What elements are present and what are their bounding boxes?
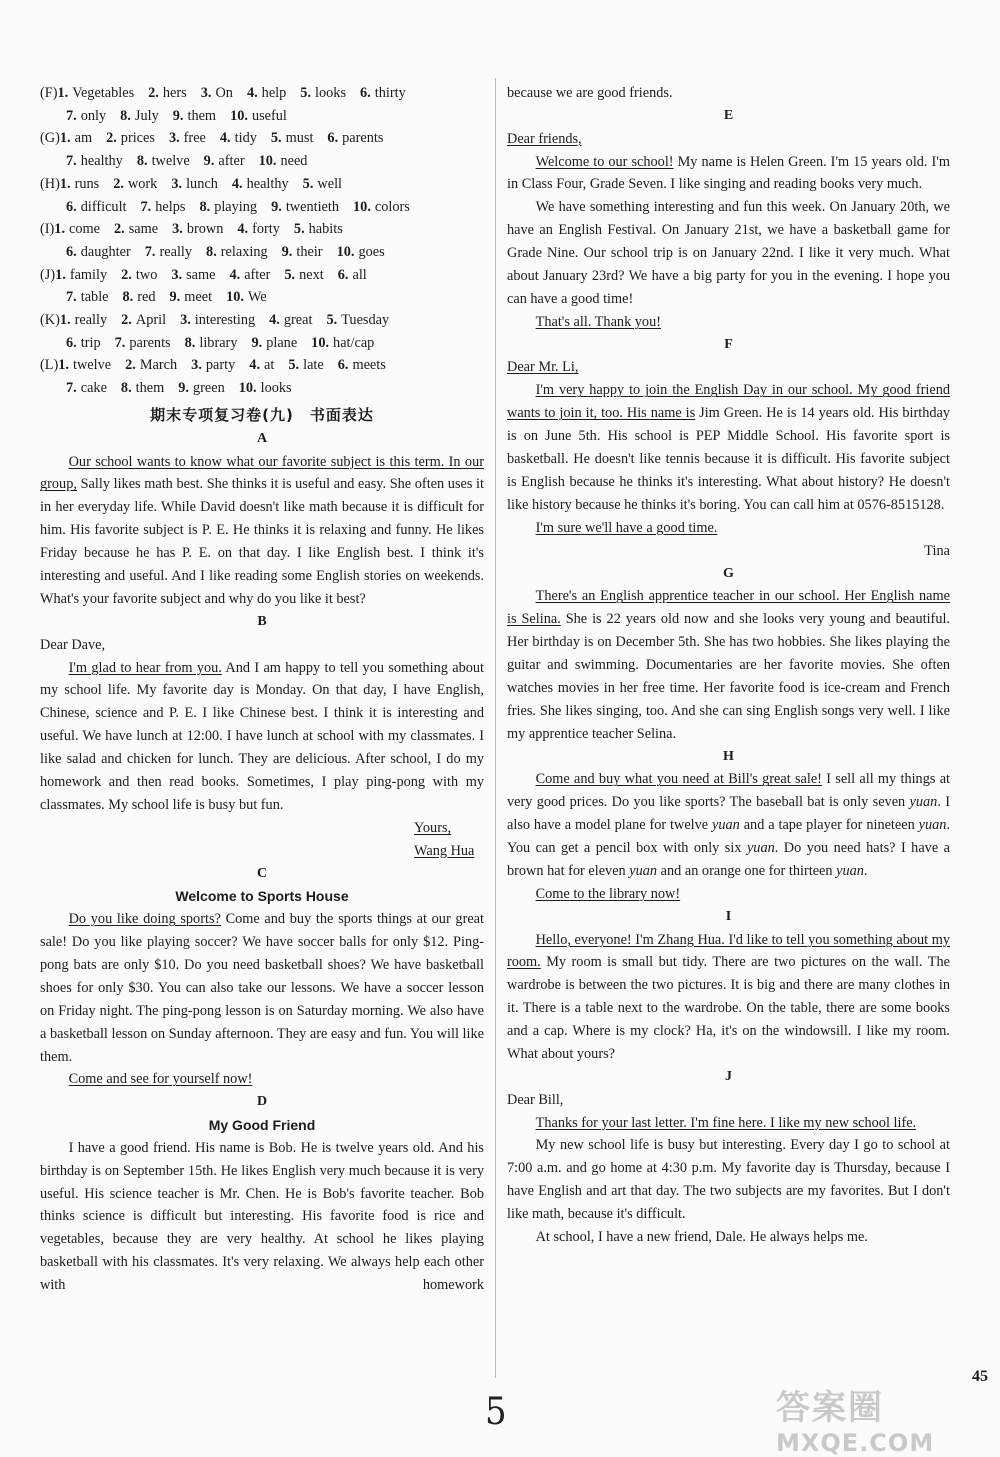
- answer-word: playing: [214, 198, 258, 215]
- answer-row: [40, 354, 484, 377]
- answer-item: [338, 267, 367, 283]
- answer-number: 10.: [226, 289, 244, 306]
- answer-word: parents: [342, 130, 384, 147]
- right-column: [507, 82, 950, 1249]
- answer-number: 2.: [148, 85, 159, 101]
- answer-group-label: (F): [40, 85, 58, 101]
- passage-f-body: I'm very happy to join the English Day in our school. My good friend wants to join it, too. His name is Jim Green. He is 14 years old. His birthday is on June 5th. His school is PEP Middle School. His favorite sport is basketball. He doesn't like tennis because it is difficult. His favorite subject is English because he thinks it's interesting. What about history? He doesn't like history because he thinks it's boring. You can call him at 0576-8515128.: [507, 382, 950, 513]
- answer-item: [269, 312, 312, 328]
- answer-word: free: [183, 130, 206, 147]
- answer-row: [40, 105, 484, 128]
- answer-row: [40, 241, 484, 264]
- answer-item: [60, 176, 99, 192]
- answer-word: them: [135, 380, 165, 397]
- answer-number: 10.: [258, 153, 277, 170]
- answer-item: [271, 199, 339, 215]
- answer-word: their: [296, 243, 323, 260]
- answer-item: [145, 244, 192, 260]
- answer-item: [360, 85, 406, 101]
- answer-word: same: [128, 221, 159, 238]
- answer-item: [115, 335, 171, 351]
- answer-item: [66, 335, 101, 351]
- answer-number: 3.: [168, 130, 180, 147]
- answer-word: runs: [74, 175, 100, 192]
- answer-word: two: [135, 266, 158, 283]
- answer-row: [40, 377, 484, 400]
- answer-number: 4.: [269, 312, 280, 329]
- answer-word: relaxing: [220, 243, 268, 260]
- answer-number: 4.: [246, 85, 258, 101]
- answer-number: 1.: [55, 266, 66, 283]
- watermark-logo: [776, 1380, 986, 1457]
- answer-number: 5.: [293, 221, 305, 238]
- answer-number: 9.: [169, 289, 181, 306]
- answer-word: meets: [352, 357, 386, 374]
- answer-number: 7.: [66, 380, 77, 397]
- passage-g-body: There's an English apprentice teacher in our school. Her English name is Selina. She is 22 years old now and she looks very young and beautiful. Her birthday is on December 5th. She has two hobbies. She likes playing the guitar and swimming. Documentaries are her favorite movies. She often watches movies in her free time. Her favorite food is ice-cream and French fries. She likes singing, too. And she can sing English songs very well. I like my apprentice teacher Selina.: [507, 588, 951, 742]
- answer-word: helps: [155, 198, 186, 215]
- answer-item: [201, 85, 233, 101]
- answer-item: [226, 289, 267, 305]
- page-number: 5: [485, 1390, 507, 1434]
- answer-item: [66, 108, 106, 124]
- answer-row: [40, 309, 484, 332]
- answer-word: work: [127, 175, 158, 192]
- answer-number: 2.: [121, 312, 132, 329]
- answer-word: healthy: [246, 175, 289, 192]
- answer-number: 8.: [120, 380, 132, 397]
- answer-item: [121, 380, 164, 396]
- answer-number: 10.: [311, 334, 330, 351]
- answer-group-label: (I): [40, 221, 55, 238]
- answer-word: only: [80, 107, 107, 124]
- passage-d-letter: D: [256, 1094, 268, 1110]
- answer-number: 8.: [206, 243, 217, 260]
- answer-word: red: [137, 289, 156, 306]
- answer-number: 10.: [353, 198, 371, 215]
- answer-number: 9.: [281, 243, 293, 260]
- answer-word: great: [283, 312, 313, 329]
- answer-item: [60, 312, 107, 328]
- passage-j-body: My new school life is busy but interesting. Every day I go to school at 7:00 a.m. and go home at 4:30 p.m. My favorite day is Thursday, because I have English and art that day. The two subjects are my favorites. But I don't like math, because it's difficult.: [507, 1137, 950, 1223]
- answer-item: [282, 244, 323, 260]
- answer-item: [121, 312, 166, 328]
- answer-item: [57, 85, 134, 101]
- section-title: 期末专项复习卷(九) 书面表达: [150, 405, 374, 424]
- passage-j-body-2: At school, I have a new friend, Dale. He always helps me.: [535, 1229, 868, 1246]
- answer-word: April: [135, 312, 167, 329]
- answer-number: 4.: [229, 266, 241, 283]
- answer-number: 2.: [106, 130, 117, 147]
- answer-item: [113, 176, 157, 192]
- answer-item: [284, 267, 323, 283]
- answer-word: need: [280, 153, 308, 170]
- answer-number: 6.: [66, 334, 77, 351]
- passage-j-greeting: Dear Bill,: [507, 1091, 564, 1108]
- answer-number: 3.: [171, 266, 183, 283]
- answer-item: [66, 153, 123, 169]
- answer-number: 6.: [66, 198, 77, 215]
- answer-number: 1.: [59, 312, 71, 329]
- answer-item: [170, 289, 213, 305]
- answer-item: [121, 267, 157, 283]
- answer-word: looks: [260, 380, 292, 397]
- answer-number: 6.: [66, 243, 77, 260]
- answer-item: [338, 357, 386, 373]
- closing: Yours,: [414, 819, 452, 836]
- answer-item: [311, 335, 374, 351]
- answer-item: [220, 130, 257, 146]
- answer-item: [169, 130, 206, 146]
- passage-j-intro: Thanks for your last letter. I'm fine here. I like my new school life.: [535, 1114, 917, 1131]
- passage-e-body: Welcome to our school! My name is Helen Green. I'm 15 years old. I'm in Class Four, Grade Seven. I like singing and reading books very much.: [507, 153, 950, 193]
- answer-group-label: (H): [40, 175, 60, 192]
- answer-item: [60, 130, 92, 146]
- answer-word: after: [244, 266, 271, 283]
- answer-number: 9.: [172, 107, 184, 124]
- passage-f-signature: Tina: [924, 542, 950, 559]
- answer-number: 7.: [140, 198, 152, 215]
- answer-item: [178, 380, 224, 396]
- answer-word: well: [317, 175, 343, 192]
- answer-word: interesting: [194, 312, 256, 329]
- answer-item: [125, 357, 177, 373]
- answer-word: difficult: [80, 198, 127, 215]
- answer-number: 8.: [122, 289, 134, 306]
- passage-h-end: Come to the library now!: [535, 885, 681, 902]
- answer-number: 2.: [125, 357, 136, 374]
- answer-word: really: [159, 243, 193, 260]
- answer-number: 1.: [57, 85, 69, 101]
- answer-number: 3.: [191, 357, 202, 374]
- answer-word: Tuesday: [341, 312, 390, 329]
- passage-d-title: My Good Friend: [208, 1117, 316, 1134]
- answer-word: next: [299, 266, 324, 283]
- passage-i-body: Hello, everyone! I'm Zhang Hua. I'd like to tell you something about my room. My room is small but tidy. There are two pictures on the wall. The wardrobe is between the two pictures. It is big and there are many clothes in it. There is a table next to the wardrobe. On the table, there are some books and a cap. Where is my clock? Ha, it's on the windowsill. I like my room. What about yours?: [507, 931, 950, 1063]
- answer-row: [40, 127, 484, 150]
- answer-number: 10.: [336, 243, 355, 260]
- passage-d-body: I have a good friend. His name is Bob. He is twelve years old. And his birthday is on September 15th. He likes English very much because it is very useful. His science teacher is Mr. Chen. He is Bob's favorite teacher. Bob thinks science is difficult but interesting. His favorite food is rice and vegetables, because they are very healthy. At school he likes playing basketball with his classmates. It's very relaxing. We always help each other with homework: [40, 1139, 484, 1294]
- answer-number: 3.: [180, 312, 191, 329]
- answer-row: [40, 332, 484, 355]
- answer-number: 10.: [230, 107, 248, 124]
- passage-j-letter: J: [725, 1068, 732, 1084]
- answer-row: [40, 264, 484, 287]
- answer-word: On: [215, 85, 233, 101]
- left-column: [40, 82, 484, 1297]
- answer-word: after: [218, 153, 245, 170]
- answer-item: [171, 267, 215, 283]
- answer-word: twelve: [73, 357, 112, 374]
- answer-word: healthy: [80, 153, 123, 170]
- answer-word: daughter: [80, 243, 131, 260]
- answer-group-label: (K): [40, 312, 60, 329]
- answer-group-label: (G): [40, 130, 60, 147]
- passage-b-letter: B: [257, 613, 267, 629]
- answer-word: cake: [80, 380, 107, 397]
- answer-row: [40, 82, 484, 105]
- answer-number: 9.: [251, 334, 263, 351]
- answer-number: 9.: [271, 198, 282, 215]
- answer-word: looks: [315, 85, 347, 101]
- answer-word: green: [192, 380, 225, 397]
- answer-item: [353, 199, 410, 215]
- passage-f-end: I'm sure we'll have a good time.: [535, 519, 718, 536]
- answer-item: [271, 130, 314, 146]
- answer-word: hers: [162, 85, 187, 101]
- passage-a-topic: Our school wants to know what our favorite subject is this term. In our group,: [40, 453, 484, 493]
- signature: Wang Hua: [414, 842, 475, 859]
- answer-item: [66, 289, 109, 305]
- answer-number: 10.: [238, 380, 257, 397]
- passage-e-greeting: Dear friends,: [507, 130, 582, 147]
- answer-item: [141, 199, 186, 215]
- answer-item: [180, 312, 255, 328]
- passage-e-body-2: We have something interesting and fun this week. On January 20th, we have an English Festival. On January 21st, we have a basketball game for Grade Nine. Our school trip is on January 22nd. I like it very much. What about January 23rd? We have a big party for you in the evening. I hope you can have a good time!: [507, 199, 950, 307]
- answer-word: trip: [80, 334, 101, 351]
- passage-i-letter: I: [725, 908, 732, 924]
- answer-number: 5.: [288, 357, 300, 374]
- answer-item: [327, 130, 383, 146]
- answer-item: [249, 357, 274, 373]
- passage-f-letter: F: [724, 336, 733, 352]
- answer-number: 3.: [172, 221, 183, 238]
- column-divider: [495, 78, 496, 1378]
- answer-item: [191, 357, 235, 373]
- answer-item: [300, 85, 346, 101]
- answer-number: 3.: [200, 85, 212, 101]
- answer-word: useful: [251, 107, 287, 124]
- answer-number: 5.: [270, 130, 282, 147]
- answer-row: [40, 173, 484, 196]
- answer-word: thirty: [374, 85, 406, 101]
- answer-item: [172, 221, 223, 237]
- answer-word: prices: [120, 130, 155, 147]
- answer-word: parents: [129, 334, 171, 351]
- answer-number: 6.: [337, 357, 349, 374]
- answer-number: 4.: [231, 175, 243, 192]
- answer-word: table: [80, 289, 109, 306]
- answer-item: [55, 267, 107, 283]
- answer-word: come: [69, 221, 100, 238]
- answer-item: [171, 176, 218, 192]
- watermark-top: 答案圈: [776, 1388, 884, 1428]
- answer-item: [230, 108, 287, 124]
- answer-item: [247, 85, 286, 101]
- answer-number: 1.: [58, 357, 69, 374]
- corner-page-number: 45: [972, 1368, 988, 1385]
- answer-word: all: [352, 266, 367, 283]
- passage-h-body: Come and buy what you need at Bill's great sale! I sell all my things at very good prices. Do you like sports? The baseball bat is only seven yuan. I also have a model plane for twelve yuan and a tape player for nineteen yuan. You can get a pencil box with only six yuan. Do you need hats? I have a brown hat for eleven yuan and an orange one for thirteen yuan.: [507, 771, 951, 879]
- answer-item: [173, 108, 216, 124]
- answer-number: 4.: [219, 130, 231, 147]
- answer-number: 2.: [121, 266, 132, 283]
- answer-number: 8.: [184, 334, 196, 351]
- answer-number: 9.: [203, 153, 215, 170]
- answer-item: [148, 85, 187, 101]
- answer-row: [40, 150, 484, 173]
- answer-item: [251, 335, 297, 351]
- answer-item: [120, 108, 159, 124]
- answer-item: [326, 312, 389, 328]
- answer-word: twentieth: [285, 198, 340, 215]
- answer-item: [66, 199, 127, 215]
- answer-number: 6.: [360, 85, 371, 101]
- answer-word: party: [205, 357, 236, 374]
- answer-item: [259, 153, 308, 169]
- answer-word: family: [69, 266, 108, 283]
- answer-word: must: [285, 130, 314, 147]
- watermark-bottom: MXQE.COM: [776, 1429, 935, 1457]
- answer-number: 8.: [120, 107, 131, 124]
- passage-c-letter: C: [256, 865, 268, 881]
- answer-row: [40, 196, 484, 219]
- answer-row: [40, 286, 484, 309]
- answer-number: 7.: [144, 243, 156, 260]
- answer-item: [137, 153, 190, 169]
- answer-item: [232, 176, 289, 192]
- answer-item: [66, 380, 107, 396]
- answer-number: 4.: [237, 221, 249, 238]
- answer-number: 8.: [199, 198, 211, 215]
- answer-item: [204, 153, 245, 169]
- answer-item: [54, 221, 100, 237]
- answer-number: 8.: [136, 153, 148, 170]
- passage-e-end: That's all. Thank you!: [535, 313, 661, 330]
- answer-group-label: (J): [40, 266, 56, 283]
- answer-item: [199, 199, 257, 215]
- answer-word: March: [139, 357, 178, 374]
- answer-word: really: [74, 312, 108, 329]
- passage-a-body: Our school wants to know what our favorite subject is this term. In our group, Sally likes math best. She thinks it is useful and easy. She often uses it in her everyday life. While David doesn't like math because it is difficult for him. His favorite subject is P. E. He thinks it is relaxing and funny. He likes Friday because he has P. E. on that day. I like English best. I think it's interesting and useful. And I like reading some English stories on weekends. What's your favorite subject and why do you like it best?: [40, 453, 484, 607]
- passage-b-signoff: [414, 817, 484, 863]
- passage-f-greeting: Dear Mr. Li,: [507, 359, 579, 376]
- answer-word: am: [74, 130, 93, 147]
- answer-word: tidy: [234, 130, 257, 147]
- answer-word: twelve: [151, 153, 190, 170]
- passage-a-letter: A: [256, 430, 268, 446]
- answer-number: 7.: [66, 153, 77, 170]
- answer-word: July: [134, 107, 159, 124]
- passage-d-continued: because we are good friends.: [507, 85, 673, 101]
- answer-number: 1.: [59, 130, 71, 147]
- answer-word: hat/cap: [333, 334, 375, 351]
- passage-c-end: Come and see for yourself now!: [68, 1071, 253, 1088]
- answer-number: 5.: [284, 266, 296, 283]
- answer-word: goes: [358, 243, 385, 260]
- answer-item: [66, 244, 131, 260]
- answer-item: [114, 221, 158, 237]
- answer-item: [185, 335, 238, 351]
- answer-word: meet: [184, 289, 213, 306]
- answer-item: [58, 357, 111, 373]
- answer-word: brown: [186, 221, 224, 238]
- answer-item: [237, 221, 280, 237]
- passage-g-letter: G: [723, 565, 734, 581]
- answer-number: 7.: [66, 289, 77, 306]
- answer-number: 7.: [66, 107, 77, 124]
- answer-item: [123, 289, 156, 305]
- answer-word: late: [303, 357, 324, 374]
- answer-word: at: [264, 357, 275, 374]
- answer-number: 2.: [114, 221, 125, 238]
- answer-word: library: [199, 334, 238, 351]
- answer-word: forty: [252, 221, 280, 238]
- passage-b-body: I'm glad to hear from you. And I am happy to tell you something about my school life. My favorite day is Monday. On that day, I have English, Chinese, science and P. E. I like Chinese best. I think it is interesting and useful. We have lunch at 12:00. I have lunch at school with my classmates. I like salad and chicken for lunch. They are delicious. After school, I do my homework and then read books. Sometimes, I play ping-pong with my classmates. My school life is busy but fun.: [40, 659, 484, 813]
- passage-h-letter: H: [723, 748, 734, 764]
- answer-word: same: [186, 266, 216, 283]
- answer-item: [229, 267, 270, 283]
- answer-number: 1.: [54, 221, 66, 238]
- answer-word: plane: [266, 334, 298, 351]
- answer-number: 3.: [171, 175, 183, 192]
- answer-item: [294, 221, 343, 237]
- answer-number: 6.: [337, 266, 349, 283]
- answer-word: We: [247, 289, 267, 306]
- answer-number: 6.: [327, 130, 339, 147]
- passage-c-body: Do you like doing sports? Come and buy the sports things at our great sale! Do you like playing soccer? We have soccer balls for only $12. Ping-pong bats are only $10. Do you need basketball shoes? We have basketball shoes for only $30. You can also take our lessons. We have a soccer lesson on Friday night. The ping-pong lesson is on Saturday morning. We also have a basketball lesson on Sunday afternoon. They are easy and fun. You will like them.: [40, 911, 484, 1065]
- answer-word: colors: [374, 198, 410, 215]
- answer-word: help: [261, 85, 287, 101]
- passage-e-letter: E: [723, 107, 734, 123]
- answer-number: 7.: [114, 334, 126, 351]
- answer-number: 2.: [113, 175, 124, 192]
- answer-number: 1.: [59, 175, 71, 192]
- answer-word: lunch: [186, 175, 218, 192]
- answer-item: [337, 244, 385, 260]
- answer-number: 5.: [326, 312, 338, 329]
- answer-key: [40, 82, 484, 400]
- answer-item: [288, 357, 323, 373]
- answer-number: 5.: [300, 85, 312, 101]
- answer-number: 4.: [249, 357, 261, 374]
- answer-number: 9.: [178, 380, 189, 397]
- passage-b-greeting: Dear Dave,: [40, 636, 106, 653]
- answer-number: 5.: [302, 175, 314, 192]
- answer-item: [106, 130, 155, 146]
- answer-word: Vegetables: [72, 85, 135, 101]
- answer-row: [40, 218, 484, 241]
- answer-word: them: [187, 107, 217, 124]
- answer-group-label: (L): [40, 357, 59, 374]
- answer-item: [303, 176, 342, 192]
- passage-c-title: Welcome to Sports House: [175, 888, 349, 905]
- answer-word: habits: [308, 221, 343, 238]
- answer-item: [239, 380, 292, 396]
- answer-item: [206, 244, 268, 260]
